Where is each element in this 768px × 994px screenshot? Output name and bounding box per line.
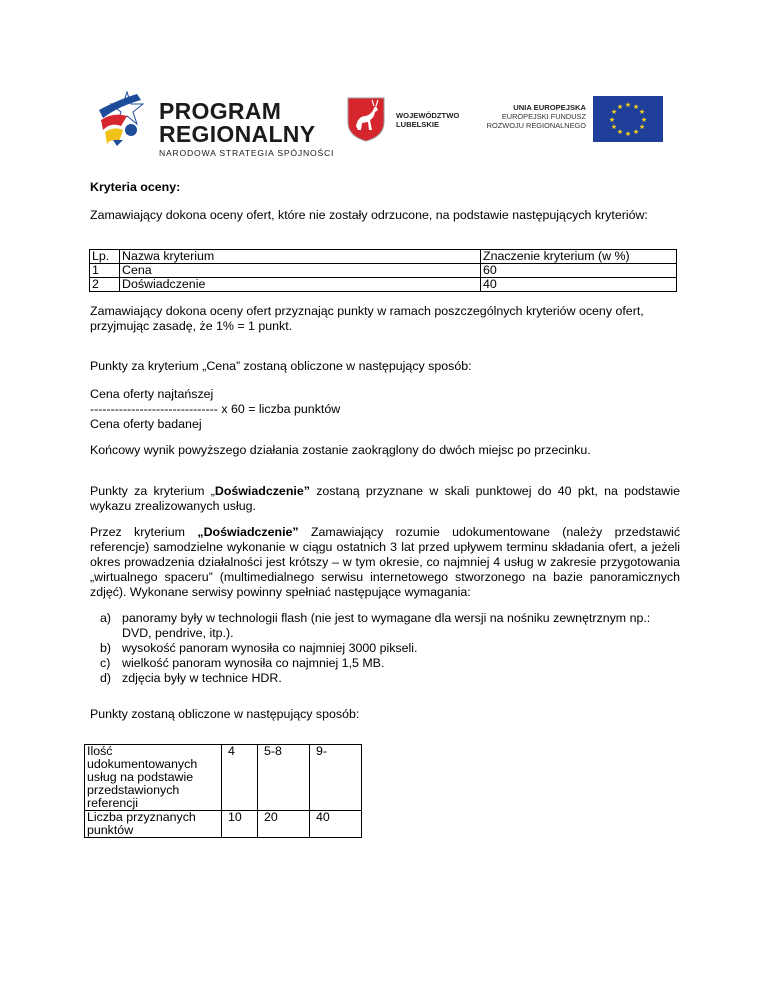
definition-paragraph [90,525,680,600]
table-cell: 10 [222,811,258,838]
svg-text:★: ★ [638,123,646,131]
star-emblem-icon [97,90,153,148]
eu-flag-icon [593,96,663,142]
svg-text:★: ★ [616,103,624,111]
lubelskie-logo [346,96,466,144]
table-row [90,264,677,278]
table-cell: 9- [310,745,362,811]
list-text: panoramy były w technologii flash (nie jest to wymagane dla wersji na nośniku zewnętrznym np.: DVD, pendrive, itp.). [122,611,651,640]
header-cell: Znaczenie kryterium (w %) [481,250,677,264]
svg-text:★: ★ [632,103,640,111]
list-item [90,641,682,656]
svg-text:★: ★ [640,116,648,124]
price-formula [90,387,680,432]
voivodeship-line1: WOJEWÓDZTWO [396,111,460,120]
experience-paragraph [90,484,680,514]
list-text: wysokość panoram wynosiła co najmniej 3000 pikseli. [122,641,418,655]
table-cell: 1 [90,264,120,278]
definition-post: Zamawiający rozumie udokumentowane (należy przedstawić referencje) samodzielne wykonanie w ciągu ostatnich 3 lat przed upływem terminu składania ofert, a jeżeli okres prowadzenia działalności jest krótszy – w tym okresie, co najmniej 4 usług w zakresie przygotowania „wirtualnego spaceru” (multimedialnego serwisu internetowego stworzonego na bazie panoramicznych zdjęć). Wykonane serwisy powinny spełniać następujące wymagania: [90,525,681,599]
eu-line3: ROZWOJU REGIONALNEGO [486,121,586,130]
score-table [84,744,362,838]
intro-paragraph: Zamawiający dokona oceny ofert, które nie zostały odrzucone, na podstawie następujących kryteriów: [90,208,648,222]
requirements-list [90,611,682,686]
section-heading: Kryteria oceny: [90,180,181,194]
eu-line1: UNIA EUROPEJSKA [513,103,586,112]
price-intro-paragraph: Punkty za kryterium „Cena” zostaną obliczone w następujący sposób: [90,359,472,373]
table-cell: Doświadczenie [120,278,481,292]
formula-line3: Cena oferty badanej [90,417,202,431]
experience-pre: Punkty za kryterium „ [90,484,215,498]
svg-text:★: ★ [610,108,618,116]
eu-line2: EUROPEJSKI FUNDUSZ [501,112,586,121]
table-cell: 20 [258,811,310,838]
table-cell: 40 [310,811,362,838]
list-marker: d) [100,671,112,685]
experience-bold: Doświadczenie” [214,484,310,498]
table-cell: Ilość udokumentowanych usług na podstawie przedstawionych referencji [85,745,222,811]
header-cell: Nazwa kryterium [120,250,481,264]
list-item [90,611,682,641]
list-text: wielkość panoram wynosiła co najmniej 1,5 MB. [122,656,385,670]
table-cell: 40 [481,278,677,292]
eu-text-block [486,103,586,130]
list-text: zdjęcia były w technice HDR. [122,671,282,685]
list-marker: c) [100,656,111,670]
table-row [85,811,362,838]
svg-text:★: ★ [638,108,646,116]
svg-text:★: ★ [608,116,616,124]
formula-line1: Cena oferty najtańszej [90,387,214,401]
list-marker: b) [100,641,112,655]
criteria-table [89,249,677,292]
points-calc-paragraph: Punkty zostaną obliczone w następujący sposób: [90,707,360,721]
svg-text:★: ★ [610,123,618,131]
program-subtitle: NARODOWA STRATEGIA SPÓJNOŚCI [159,148,335,158]
coat-of-arms-icon [346,96,386,142]
svg-text:★: ★ [624,101,632,109]
points-paragraph: Zamawiający dokona oceny ofert przyznając punkty w ramach poszczególnych kryteriów oceny ofert, przyjmując zasadę, że 1% = 1 punkt. [90,304,644,333]
table-row [85,745,362,811]
program-title [159,100,315,146]
table-row [90,250,677,264]
svg-text:★: ★ [632,128,640,136]
list-marker: a) [100,611,112,625]
rounding-paragraph: Końcowy wynik powyższego działania zostanie zaokrąglony do dwóch miejsc po przecinku. [90,443,591,457]
program-regionalny-logo [97,90,335,158]
definition-bold: „Doświadczenie” [197,525,299,539]
table-cell: 5-8 [258,745,310,811]
list-item [90,656,682,671]
header-cell: Lp. [90,250,120,264]
table-cell: 60 [481,264,677,278]
table-cell: Cena [120,264,481,278]
table-row [90,278,677,292]
svg-text:★: ★ [616,128,624,136]
table-cell: 2 [90,278,120,292]
voivodeship-text [396,111,459,129]
program-line1: PROGRAM [159,98,282,124]
table-cell: Liczba przyznanych punktów [85,811,222,838]
voivodeship-line2: LUBELSKIE [396,120,440,129]
experience-post: zostaną przyznane w skali punktowej do 40 pkt, na podstawie wykazu zrealizowanych usług. [90,484,680,513]
list-item [90,671,682,686]
table-cell: 4 [222,745,258,811]
program-line2: REGIONALNY [159,121,316,147]
svg-text:★: ★ [624,130,632,138]
formula-line2: ------------------------------- x 60 = liczba punktów [90,402,341,416]
definition-pre: Przez kryterium [90,525,198,539]
